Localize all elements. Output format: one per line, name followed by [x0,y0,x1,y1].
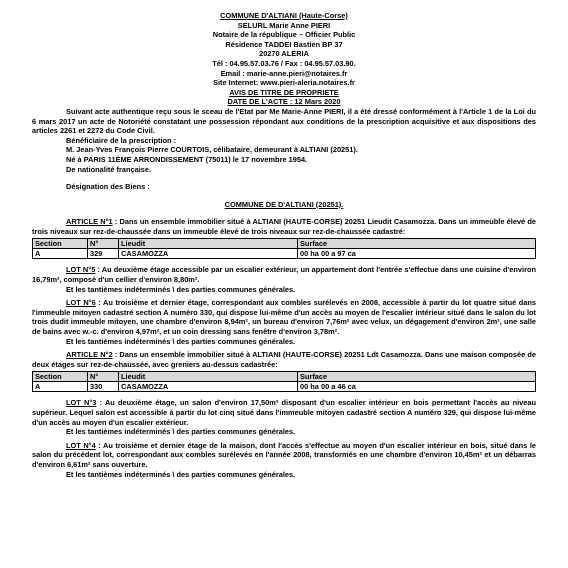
col-lieudit: Lieudit [119,239,298,249]
lot-5-tantiemes: Et les tantièmes indéterminés \ des parties communes générales. [66,284,296,294]
lot-3-tantiemes: Et les tantièmes indéterminés \ des parties communes générales. [66,427,296,437]
lot-6-text: : Au troisième et dernier étage, correspondant aux combles surélevés en 2008, accessible à partir du lot quatre situé dans l'immeuble mitoyen cadastré section A numéro 330, qui dispose lui-même d'un accès au moyen de l'escalier intérieur situé dans le salon du lot trois dudit immeuble mitoyen, une chambre d'environ 8,94m², un bureau d'environ 7,76m² avec velux, un dégagement d'environ 2m², une salle de bains avec w.-c. d'environ 4,97m², et un coin dressing sans fenêtre d'environ 3,78m². [32,298,537,337]
notary-header [32,11,536,107]
article-1 [32,217,536,236]
lot-4-tantiemes: Et les tantièmes indéterminés \ des parties communes générales. [66,469,296,479]
office-postcode: 20270 ALERIA [259,49,309,59]
article-1-label: ARTICLE N°1 [66,217,113,227]
commune-heading: COMMUNE D'ALTIANI (Haute-Corse) [220,11,348,20]
lot-5-text: : Au deuxième étage accessible par un escalier extérieur, un appartement dont l'entrée s'effectue dans une cuisine d'environ 16,79m², composé d'un cellier d'environ 8,80m². [32,265,537,285]
office-name: SELURL Marie Anne PIERI [237,20,331,30]
office-residence: Résidence TADDEI Bastien BP 37 [225,39,343,49]
office-website: Site Internet: www.pieri-aleria.notaires.fr [213,78,355,88]
lot-3 [32,398,536,427]
col-section: Section [33,239,88,249]
table-row [33,382,536,392]
article-2-label: ARTICLE N°2 [66,350,113,360]
cadastre-table-2 [32,371,536,392]
designation-heading: Désignation des Biens : [66,182,150,192]
cell-number: 329 [88,249,119,259]
col-number: N° [88,239,119,249]
cell-lieudit: CASAMOZZA [119,249,298,259]
lot-4 [32,441,536,470]
cell-lieudit: CASAMOZZA [119,382,298,392]
beneficiary-label: Bénéficiaire de la prescription : [66,135,177,145]
lot-3-label: LOT N°3 [66,398,97,408]
beneficiary-block [32,136,536,174]
article-2 [32,350,536,369]
col-surface: Surface [298,239,536,249]
cadastre-table-1 [32,238,536,259]
lot-4-label: LOT N°4 [66,440,96,450]
article-2-text: : Dans un ensemble immobilier situé à ALTIANI (HAUTE-CORSE) 20251 Ldt Casamozza. Dans une maison composée de deux étages sur rez-de-chaussée, avec greniers au-dessus cadastrée: [32,350,537,369]
office-email: Email : marie-anne.pieri@notaires.fr [220,68,348,78]
cell-number: 330 [88,382,119,392]
cell-surface: 00 ha 00 a 97 ca [298,249,536,259]
cell-section: A [33,382,88,392]
col-surface: Surface [298,372,536,382]
office-phone: Tél : 04.95.57.03.76 / Fax : 04.95.57.03.90. [212,58,356,68]
col-lieudit: Lieudit [119,372,298,382]
beneficiary-nationality: De nationalité française. [66,164,152,174]
lot-4-text: : Au troisième et dernier étage de la maison, dont l'accès s'effectue au moyen d'un escalier intérieur en bois, situé dans le salon du précédent lot, correspondant aux combles surélevés en l'année 2008, transformés en une chambre d'environ 10,45m² et un débarras d'environ 6,61m² sans ouverture. [32,440,536,469]
lot-5 [32,265,536,284]
lot-6-tantiemes: Et les tantièmes indéterminés \ des parties communes générales. [66,336,296,346]
article-1-text: : Dans un ensemble immobilier situé à ALTIANI (HAUTE-CORSE) 20251 Lieudit Casamozza. Dans un immeuble élevé de trois niveaux sur rez-de-chaussée dans un immeuble élevé de trois niveaux sur rez-de-chaussée cadastré: [32,217,537,236]
table-row [33,249,536,259]
cell-section: A [33,249,88,259]
lot-6 [32,298,536,336]
beneficiary-birth: Né à PARIS 11ÈME ARRONDISSEMENT (75011) le 17 novembre 1954. [66,154,308,164]
col-number: N° [88,372,119,382]
lot-6-label: LOT N°6 [66,298,96,308]
intro-paragraph: Suivant acte authentique reçu sous le sceau de l'Etat par Me Marie-Anne PIERI, il a été dressé conformément à l'Article 1 de la Loi du 6 mars 2017 un acte de Notoriété constatant une possession répondant aux conditions de la prescription acquisitive et aux dispositions des articles 2261 et 2272 du Code Civil. [32,106,536,136]
notary-title: Notaire de la république – Officier Public [212,30,356,40]
table-header-row [33,239,536,249]
commune-subheading: COMMUNE DE D'ALTIANI (20251). [224,199,344,209]
notice-title: AVIS DE TITRE DE PROPRIETE [229,87,339,97]
table-header-row [33,372,536,382]
deed-date: DATE DE L'ACTE : 12 Mars 2020 [227,97,341,107]
beneficiary-name: M. Jean-Yves François Pierre COURTOIS, célibataire, demeurant à ALTIANI (20251). [66,145,358,155]
lot-5-label: LOT N°5 [66,265,96,275]
col-section: Section [33,372,88,382]
lot-3-text: : Au deuxième étage, un salon d'environ 17,50m² disposant d'un escalier intérieur en bois permettant l'accès au niveau supérieur. Lequel salon est accessible à partir du lot cinq situé dans l'immeuble mitoyen cadastré section A numéro 329, qui dispose lui-même d'un accès au moyen d'un escalier extérieur. [32,398,537,427]
cell-surface: 00 ha 00 a 46 ca [298,382,536,392]
